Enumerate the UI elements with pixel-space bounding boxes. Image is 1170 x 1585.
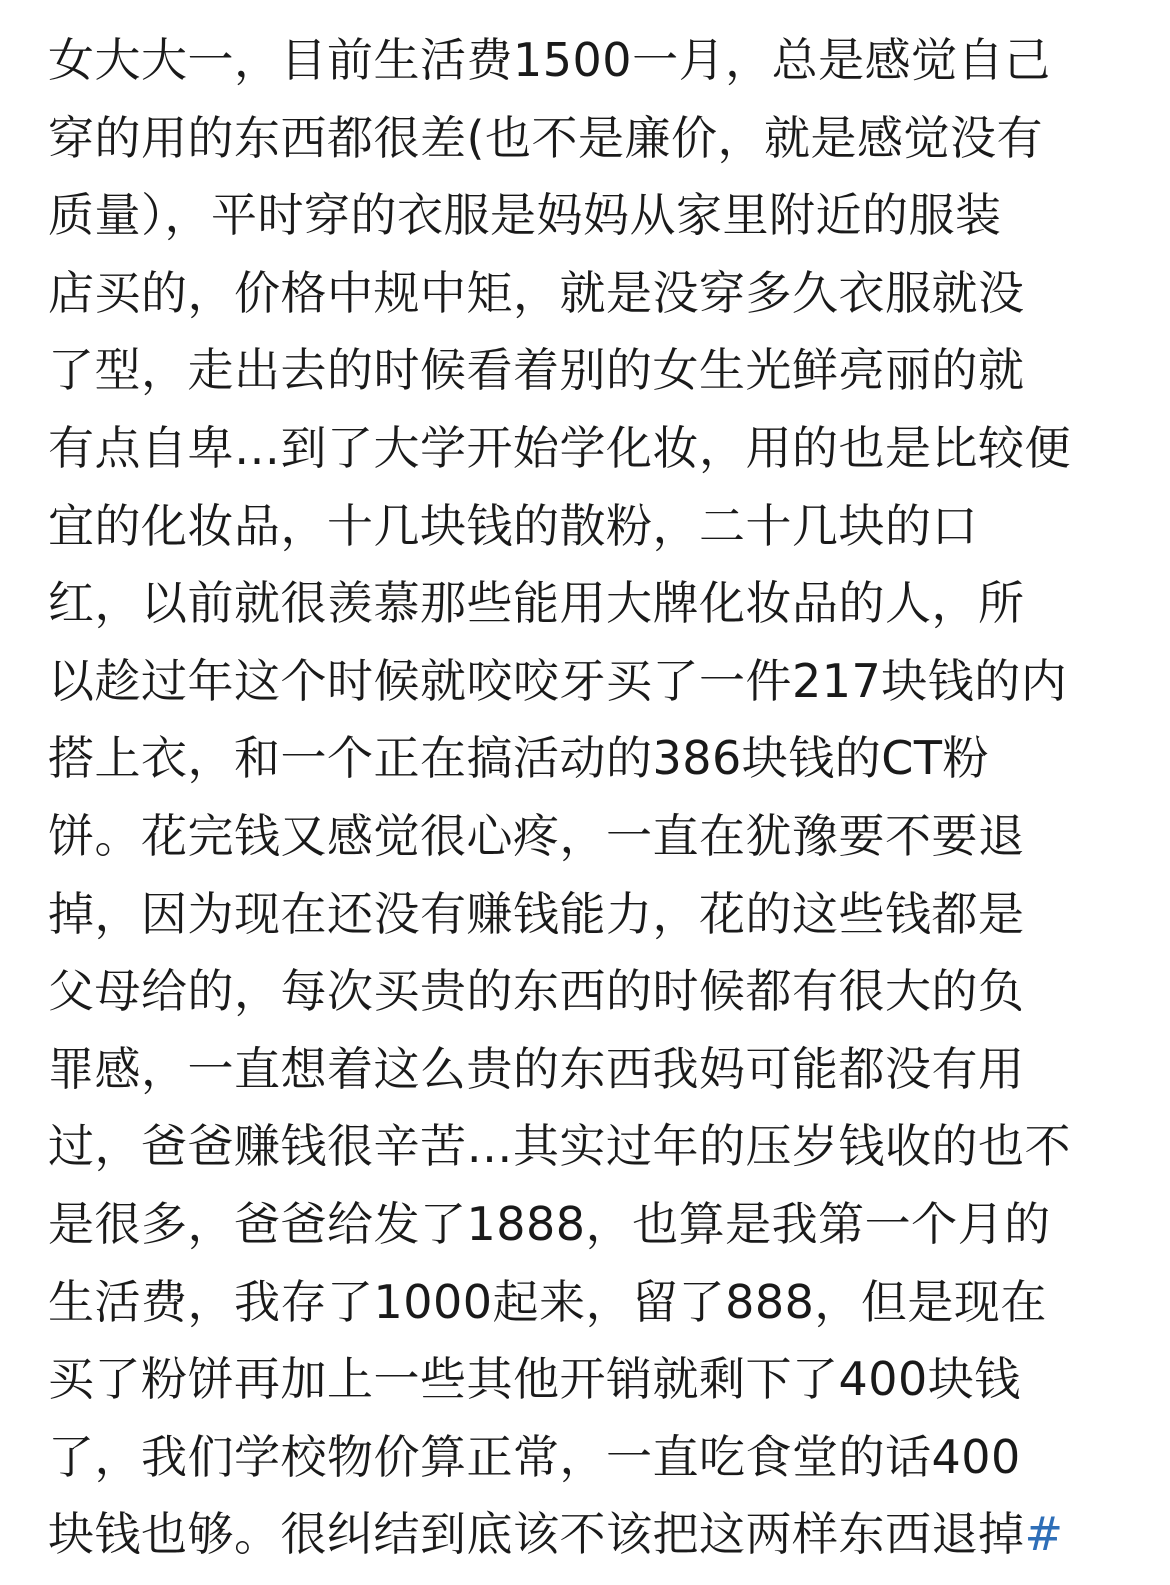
post-text-line: 了，我们学校物价算正常，一直吃食堂的话400 — [48, 1429, 1021, 1484]
post-text-line: 搭上衣，和一个正在搞活动的386块钱的CT粉 — [48, 731, 990, 786]
post-text-line: 生活费，我存了1000起来，留了888，但是现在 — [48, 1274, 1047, 1329]
post-text-line: 以趁过年这个时候就咬咬牙买了一件217块钱的内 — [48, 653, 1068, 708]
post-body — [48, 22, 1148, 1574]
post-text-line: 宜的化妆品，十几块钱的散粉，二十几块的口 — [48, 498, 978, 553]
post-text-line: 红，以前就很羡慕那些能用大牌化妆品的人，所 — [48, 576, 1025, 631]
post-text-line: 店买的，价格中规中矩，就是没穿多久衣服就没 — [48, 265, 1025, 320]
post-text-line: 过，爸爸赚钱很辛苦…其实过年的压岁钱收的也不 — [48, 1119, 1071, 1174]
hashtag-link[interactable]: # — [1024, 1507, 1064, 1562]
post-text-line: 父母给的，每次买贵的东西的时候都有很大的负 — [48, 964, 1025, 1019]
post-text-line: 罪感，一直想着这么贵的东西我妈可能都没有用 — [48, 1041, 1025, 1096]
post-text-line: 女大大一，目前生活费1500一月，总是感觉自己 — [48, 33, 1051, 87]
post-text-line: 是很多，爸爸给发了1888，也算是我第一个月的 — [48, 1196, 1051, 1251]
post-text-line: 块钱也够。很纠结到底该不该把这两样东西退掉 — [48, 1507, 1025, 1562]
post-text-line: 饼。花完钱又感觉很心疼，一直在犹豫要不要退 — [48, 808, 1025, 863]
post-text-line: 买了粉饼再加上一些其他开销就剩下了400块钱 — [48, 1352, 1021, 1407]
post-text-line: 质量），平时穿的衣服是妈妈从家里附近的服装 — [48, 188, 1002, 243]
post-text-line: 有点自卑…到了大学开始学化妆，用的也是比较便 — [48, 420, 1071, 475]
post-text-line: 掉，因为现在还没有赚钱能力，花的这些钱都是 — [48, 886, 1025, 941]
post-text-line: 穿的用的东西都很差(也不是廉价，就是感觉没有 — [48, 110, 1043, 165]
post-text-line: 了型，走出去的时候看着别的女生光鲜亮丽的就 — [48, 343, 1025, 398]
post-last-line — [48, 1496, 1148, 1574]
